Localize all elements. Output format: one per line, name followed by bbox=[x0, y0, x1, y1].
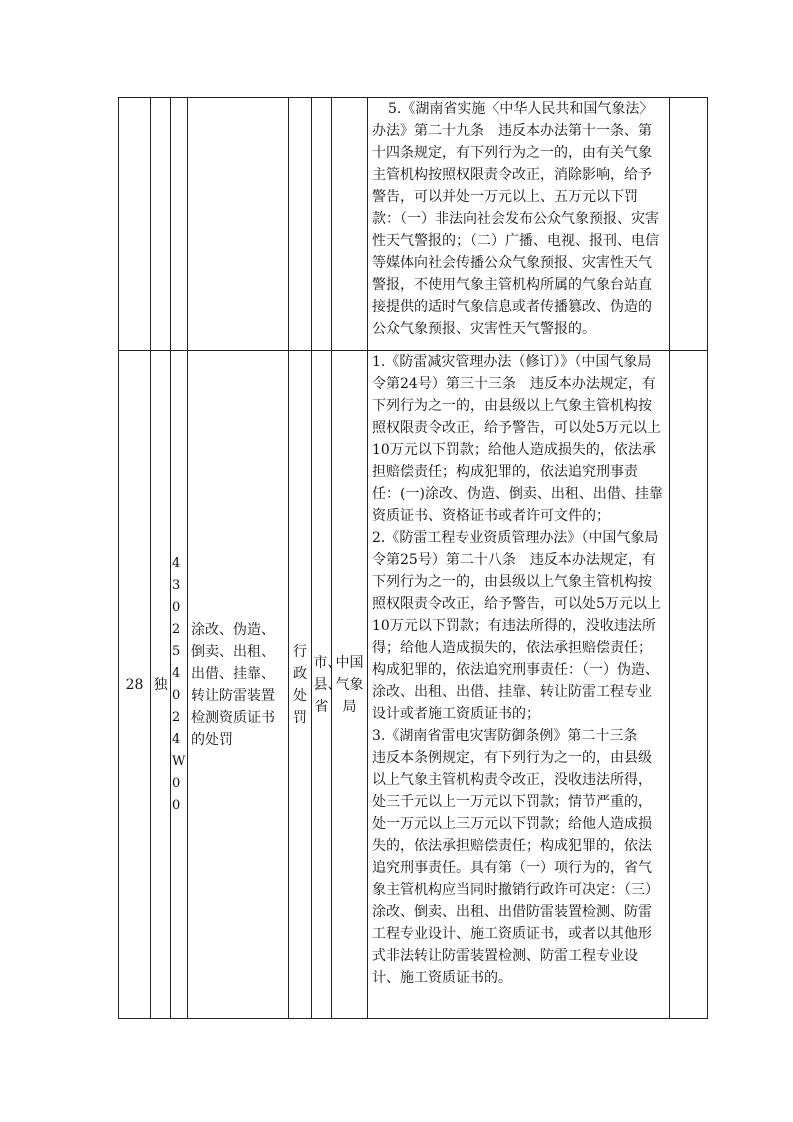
cell-code bbox=[171, 98, 188, 351]
cell-number: 28 bbox=[119, 351, 151, 1019]
table-row-28 bbox=[119, 351, 708, 1019]
cell-kind: 独 bbox=[151, 351, 171, 1019]
basis-item-1: 1.《防雷减灾管理办法（修订）》（中国气象局令第24号）第三十三条 违反本办法规定，有下列行为之一的，由县级以上气象主管机构按照权限责令改正，给予警告，可以处5万元以上10万元以下罚款；给他人造成损失的，依法承担赔偿责任；构成犯罪的，依法追究刑事责任：(一)涂改、伪造、倒卖、出租、出借、挂靠资质证书、资格证书或者许可文件的； bbox=[372, 354, 663, 524]
cell-item bbox=[188, 98, 289, 351]
cell-basis bbox=[368, 351, 670, 1019]
basis-text: 5.《湖南省实施〈中华人民共和国气象法〉办法》第二十九条 违反本办法第十一条、第十四条规定，有下列行为之一的，由有关气象主管机构按照权限责令改正，消除影响，给予警告，可以并处一万元以上、五万元以下罚款：（一）非法向社会发布公众气象预报、灾害性天气警报的；（二）广播、电视、报刊、电信等媒体向社会传播公众气象预报、灾害性天气警报，不使用气象主管机构所属的气象台站直接提供的适时气象信息或者传播篡改、伪造的公众气象预报、灾害性天气警报的。 bbox=[372, 101, 659, 337]
cell-type bbox=[289, 98, 312, 351]
cell-org bbox=[332, 98, 368, 351]
cell-item: 涂改、伪造、倒卖、出租、出借、挂靠、转让防雷装置检测资质证书的处罚 bbox=[188, 351, 289, 1019]
cell-kind bbox=[151, 98, 171, 351]
type-text: 行政处罚 bbox=[293, 643, 307, 726]
table-row-continued bbox=[119, 98, 708, 351]
cell-remark bbox=[670, 351, 708, 1019]
level-text: 市、县、省 bbox=[313, 654, 342, 715]
cell-basis bbox=[368, 98, 670, 351]
cell-level bbox=[312, 98, 332, 351]
cell-org: 中国气象局 bbox=[332, 351, 368, 1019]
cell-type bbox=[289, 351, 312, 1019]
cell-number bbox=[119, 98, 151, 351]
penalty-table bbox=[118, 97, 708, 1019]
basis-item-2: 2.《防雷工程专业资质管理办法》（中国气象局令第25号）第二十八条 违反本办法规定，有下列行为之一的，由县级以上气象主管机构按照权限责令改正，给予警告，可以处5万元以上10万元以下罚款；有违法所得的，没收违法所得；给他人造成损失的，依法承担赔偿责任；构成犯罪的，依法追究刑事责任：（一）伪造、涂改、出租、出借、挂靠、转让防雷工程专业设计或者施工资质证书的； bbox=[372, 530, 661, 722]
cell-code: 430254024W00 bbox=[171, 351, 188, 1019]
cell-level bbox=[312, 351, 342, 1019]
cell-remark bbox=[670, 98, 708, 351]
basis-item-3: 3.《湖南省雷电灾害防御条例》第二十三条 违反本条例规定，有下列行为之一的，由县级以上气象主管机构责令改正，没收违法所得，处三千元以上一万元以下罚款；情节严重的，处一万元以上三万元以下罚款；给他人造成损失的，依法承担赔偿责任；构成犯罪的，依法追究刑事责任。具有第（一）项行为的，省气象主管机构应当同时撤销行政许可决定：（三）涂改、倒卖、出租、出借防雷装置检测、防雷工程专业设计、施工资质证书，或者以其他形式非法转让防雷装置检测、防雷工程专业设计、施工资质证书的。 bbox=[372, 728, 659, 986]
